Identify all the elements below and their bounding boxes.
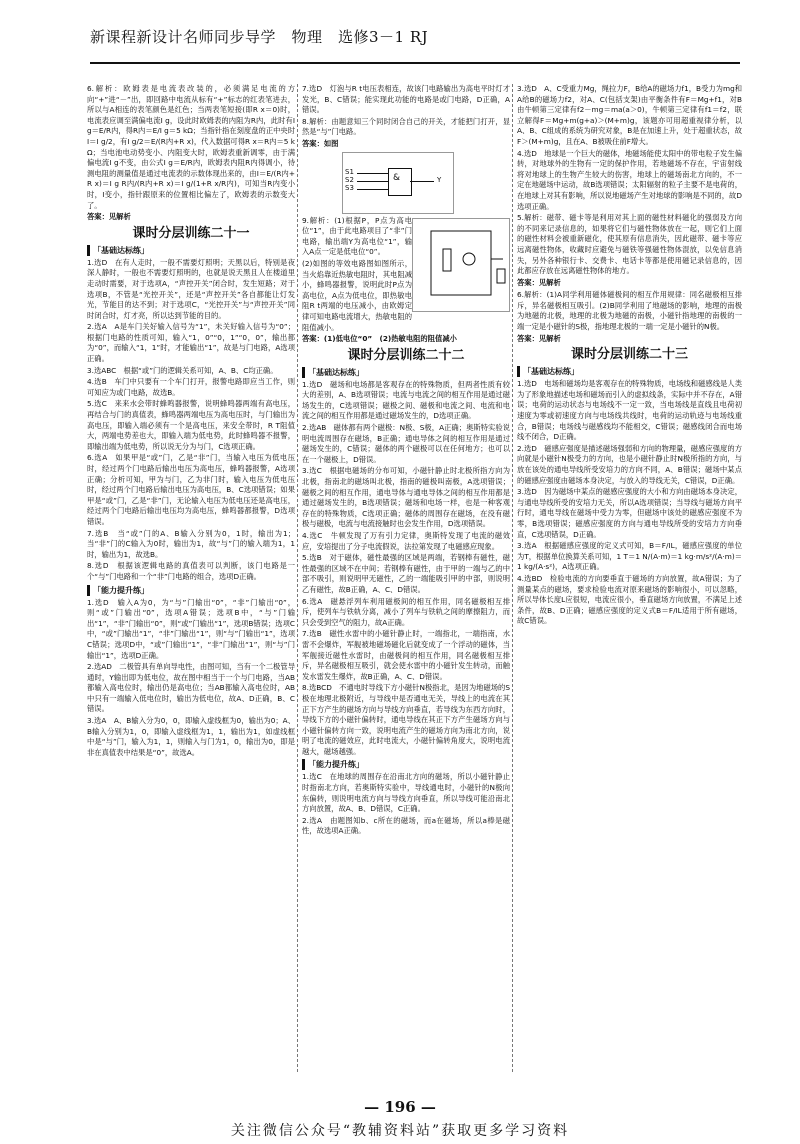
answer-line: 答案：见解析 [517, 277, 561, 287]
solution-item: 1.选D 电场和磁场均是客观存在的特殊物质，电场线和磁感线是人类为了形象地描述电场和磁场而引入的虚拟线条，实际中并不存在，A错误；电荷的运动状态与电场线不一定一致，当电场线是直线且电荷初速度为零或初速度方向与电场线共线时，电荷的运动轨迹与电场线重合，B错误；电场线与磁感线均不能相交，C错误；磁感线闭合而电场线不闭合，D正确。 [517, 379, 742, 442]
solution-item: 2.选A A是车门关好输入信号为“1”，未关好输入信号为“0”；根据门电路的性质可知，输入“1，0”“0，1”“0，0”，输出都为“0”，而输入“1，1”时，才能输出“1”，故是与门电路，A选项正确。 [87, 322, 295, 364]
subsection-basic: 「基础达标练」 [517, 366, 742, 377]
subsection-advanced: 「能力提升练」 [87, 585, 295, 596]
footer-note: 关注微信公众号“教辅资料站”获取更多学习资料 [230, 1123, 570, 1139]
circuit-diagram [413, 219, 509, 311]
answer-line: 答案：(1)低电位“0” (2)热敏电阻的阻值减小 [302, 334, 457, 344]
section-title-22: 课时分层训练二十二 [347, 347, 465, 363]
solution-item: 4.选D 地球是一个巨大的磁体，地磁场能使太阳中的带电粒子发生偏转，对地球外的生物有一定的保护作用，若地磁场不存在，宇宙射线将对地球上的生物产生较大的伤害，地球上的磁场南北方向的，不一定在地磁场中运动，故B选项错误；太阳辐射的粒子主要不是电荷的，在地球上对其有影响，所以说地磁场产生对地球的影响是不同的，故D选项正确。 [517, 148, 742, 211]
column-3 [517, 84, 742, 1084]
solution-item: 2.选AD 二极管具有单向导电性，由图可知，当有一个二极管导通时，Y输出即为低电位，故在图中相当于一个与门电路，当AB都输入高电位时，输出仍是高电位；当AB都输入高电位时，AB中只有一端输入低电位时，输出为低电位，故A、D正确，B、C错误。 [87, 662, 295, 714]
solution-item: 2.选A 由题图知b、c所在的磁场，而a在磁场，所以a棒是磁性，故选项A正确。 [302, 815, 510, 836]
output-label-y: Y [437, 175, 442, 184]
output-line [410, 181, 434, 182]
solution-item: 5.选C 来来水会带时蜂鸣器报警，说明蜂鸣器两端有高电压，再结合与门的真值表，蜂鸣器两端电压为高电压时，与门输出为高电压，即输入端必须有一个是高电压，来安全带时，R T阻值大，两端电势差也大，即输入端为低电势，此时蜂鸣器不报警，即输出端为低电势，所以说无分为与门，C选项正确。 [87, 399, 295, 451]
input-label-s3: S3 [345, 183, 354, 192]
solution-item: 8.解析：由题意知三个同时闭合自己的开关，才能把门打开，显然是“与”门电路。 [302, 116, 510, 137]
solution-item: 6.选A 如果甲是“或”门，乙是“非”门，当输入电压为低电压时，经过两个门电路后输出电压为高电压，蜂鸣器报警，A选项正确；分析可知，甲为与门，乙为非门时，输入电压为低电压时，经过两个门电路后输出电压为高电压，B、C选项错误；如果甲是“或”门，乙是“非”门，无论输入电压为低电压还是高电压，经过两个门电路后输出电压均为高电压，蜂鸣器都报警，D选项错误。 [87, 453, 295, 526]
solution-paragraph: 6.解析：欧姆表是电流表改装的，必须满足电流的方向“+”进“－”出，即回路中电流从标有“+”标志的红表笔进去，所以与A相连的表笔颜色是红色；当两表笔短接(即R x＝0)时，电流表应调至满偏电流I g，设此时欧姆表的内阻为R内，此时有I g＝E/R内，得R内＝E/I g＝5 kΩ；当指针指在刻度盘的正中央时I＝I g/2，有I g/2＝E/(R内+R x)，代入数据可得R x＝R内＝5 kΩ；当电池电动势变小、内阻变大时，欧姆表重新调零，由于满偏电流I g不变，由公式I g＝E/R内，欧姆表内阻R内得调小，待测电阻的测量值是通过电流表的示数体现出来的，由I＝E/(R内+R x)＝I g R内/(R内+R x)＝I g/(1+R x/R内)，可知当R内变小时，I变小，指针跟原来的位置相比偏左了，欧姆表的示数变大了。 [87, 84, 295, 210]
section-title-23: 课时分层训练二十三 [570, 347, 688, 363]
solution-item: 2.选AB 磁体都有两个磁极：N极、S极，A正确；奥斯特实验说明电流周围存在磁场，B正确；通电导体之间的相互作用是通过磁场发生的，C错误；磁体的两个磁极可以在任何地方；也可以在一个磁极上，D错误。 [302, 423, 510, 464]
solution-item: 8.选BCD 不通电时导线下方小磁针N极指北，是因为地磁场的S极在地理北极附近，与导线中是否通电无关，导线上的电流在其正下方产生的磁场方向与导线方向垂直，若导线为东西方向时，导线下方的小磁针偏转时，通电导线在其正下方产生磁场方向与小磁针偏转方向一致，说明电流产生的磁场方向为南北方向，说明了电流的磁效应，此时电流大，小磁针偏转角度大，说明电流越大，磁场越强。 [302, 683, 510, 756]
content-columns [87, 84, 747, 1084]
solution-item: 6.解析：(1)A同学利用磁体磁极间的相互作用规律：同名磁极相互排斥，异名磁极相互吸引。(2)B同学利用了地磁场的影响，地理的南极为地磁的北极，地理的北极为地磁的南极，小磁针指地理的南极的一端一定是小磁针的S极，指地理北极的一端一定是小磁针的N极。 [517, 290, 742, 332]
solution-item: 9.解析：(1)根据P，P点为高电位“1”，由于此电路项目了“非”门电路，输出端Y为高电位“1”，输入A点一定是低电位“0”。 [302, 215, 412, 257]
input-label-s2: S2 [345, 175, 354, 184]
column-2 [302, 84, 510, 1084]
input-label-s1: S1 [345, 167, 354, 176]
solution-item: 3.选ABC 根据“或”门的逻辑关系可知，A、B、C均正确。 [87, 365, 278, 375]
input-line [357, 173, 388, 174]
input-line [357, 189, 388, 190]
solution-item: 4.选BD 检验电流的方向要垂直于磁场的方向放置，故A错误；为了测量某点的磁场，要求检验电流对原来磁场的影响很小，可以忽略，所以导体长度L应很短，电流应很小，垂直磁场方向放置，不满足上述条件，故B、D正确；磁感应强度的定义式B＝F/IL适用于所有磁场，故C错误。 [517, 573, 742, 626]
subsection-advanced: 「能力提升练」 [302, 759, 510, 770]
solution-item: 4.选C 牛顿发现了万有引力定律，奥斯特发现了电流的磁效应，安培提出了分子电流假说，法拉第发现了电磁感应现象。 [302, 531, 510, 551]
solution-item: 7.选B 当“或”门的A、B输入分别为0，1时，输出为1；当“非”门的C输入为0时，输出为1，故“与”门的输入端为1，1时，输出为1，故选B。 [87, 528, 295, 559]
solution-item: 8.选D 根据该逻辑电路的真值表可以判断，该门电路是一个“与”门电路和一个“非”门电路的组合，选项D正确。 [87, 561, 295, 581]
and-gate-figure [342, 152, 454, 214]
solution-item: 1.选D 在有人走时，一般不需要灯照明；天黑以后，特别是夜深人静时，一般也不需要灯照明的，也就是说天黑且人在楼道里走动时需要，对于选项A，“声控开关”闭合时，发生短路；对于选项B，不管是“光控开关”，还是“声控开关”各自都能让灯发光，节能目的达不到；对于选项C，“光控开关”与“声控开关”同时闭合时，灯才亮，所以达到节能的目的。 [87, 257, 295, 320]
solution-item: (2)如图的等效电路图如图所示，当火焰靠近热敏电阻时，其电阻减小，蜂鸣器报警，说明此时P点为高电位，A点为低电位，即热敏电阻R t两端的电压减小，由欧姆定律可知电路电流增大，热敏电阻的阻值减小。 [302, 258, 412, 332]
page-header [90, 18, 740, 64]
solution-item: 3.选A 根据磁感应强度的定义式可知，B＝F/IL，磁感应强度的单位为T，根据单位换算关系可知，1 T＝1 N/(A·m)＝1 kg·m/s²/(A·m)＝1 kg/(A·s²)，A选项正确。 [517, 541, 742, 572]
solution-item: 5.选B 对于磁体，磁性最强的区域是两端，若钢棒有磁性，磁性最强的区域不在中间；若钢棒有磁性，由于甲的一端与乙的中部不吸引，则说明甲无磁性，乙的一端能吸引甲的中部，则说明乙有磁性，故B正确，A、C、D错误。 [302, 553, 510, 594]
solution-item: 2.选D 磁感应强度是描述磁场强弱和方向的物理量，磁感应强度的方向就是小磁针N极受力的方向，也是小磁针静止时N极所指的方向，与放在该处的通电导线所受安培力的方向不同，A、B错误；磁场中某点的磁感应强度由磁场本身决定，与放入的导线无关，C错误，D正确。 [517, 443, 742, 485]
subsection-basic: 「基础达标练」 [302, 367, 510, 378]
solution-item: 6.选A 磁悬浮列车利用磁极间的相互作用，同名磁极相互排斥，使列车与铁轨分离，减小了列车与铁轨之间的摩擦阻力，而只会受到空气的阻力，故A正确。 [302, 596, 510, 627]
solution-item: 4.选B 车门中只要有一个车门打开，报警电路即应当工作，则可知应为或门电路，故选B。 [87, 377, 295, 397]
solution-item: 1.选C 在地球的周围存在沿南北方向的磁场，所以小磁针静止时指南北方向，若奥斯特实验中，导线通电时，小磁针的N极向东偏转，则说明电流方向与导线方向垂直，所以导线可能沿南北方向放置，故A、B、D错误，C正确。 [302, 772, 510, 814]
answer-line: 答案：见解析 [517, 333, 561, 343]
answer-line: 答案：如图 [302, 138, 339, 148]
answer-line: 答案：见解析 [87, 212, 131, 222]
solution-item: 5.解析：磁带、磁卡等是利用对其上面的磁性材料磁化的强弱及方向的不同来记录信息的，如果将它们与磁性物体放在一起，则它们上面的磁性材料会被重新磁化，使其原有信息消失，因此磁带、磁卡等应远离磁性物体，收藏时应避免与磁铁等强磁性物体混放，以免信息消失，另外各种银行卡、交费卡、电话卡等都是使用磁记录信息的，因此都应存放在远离磁性物体的地方。 [517, 213, 742, 276]
solution-item: 3.选D A、C受重力Mg，绳拉力F，B给A的磁场力f1，B受力为mg和A给B的磁场力f2，对A、C(包括支架)由平衡条件有F＝Mg+f1，对B由牛顿第三定律有f2－mg＝ma(a＞0)，牛顿第三定律有f1＝f2，联立解得F＝Mg+m(g+a)＞(M+m)g，该题亦可用超重视律分析，以A、B、C组成的系统为研究对象，B是在加速上升，处于超重状态，故F＞(M+m)g，且在A、B被吸住前F增大。 [517, 84, 742, 146]
input-line [357, 181, 388, 182]
subsection-basic: 「基础达标练」 [87, 245, 295, 256]
solution-item: 7.选D 灯泡与R t电压表相连，故该门电路输出为高电平时灯才发光，B、C错误；能实现此功能的电路是或门电路，D正确，A错误。 [302, 84, 510, 115]
section-title-21: 课时分层训练二十一 [132, 225, 250, 241]
page-number: — 196 — [364, 1098, 436, 1116]
gate-symbol: & [393, 172, 401, 183]
solution-item: 3.选A A、B输入分为0，0，即输入虚线框为0，输出为0；A、B输入分别为1，0，即输入虚线框为1，1，输出为1，如虚线框中是“与”门，输入为1，1，则输入与门为1，0，输出为0，即是非在真值表中结果是“0”，故选A。 [87, 716, 295, 757]
solution-item: 1.选D 输入A为0，为“与”门输出“0”，“非”门输出“0”，则“或”门输出“0”，选项A错误；选项B中，“与”门输出“1”，“非”门输出“0”，则“或”门输出“1”，选项B错误；选项C中，“或”门输出“1”，“非”门输出“1”，则“与”门输出“1”，选项C错误；选项D中，“或”门输出“1”，“非”门输出“1”，则“与”门输出“1”，选项D正确。 [87, 597, 295, 660]
header-title: 新课程新设计名师同步导学 物理 选修3－1 RJ [90, 28, 429, 46]
solution-item: 1.选D 磁场和电场都是客观存在的特殊物质，但两者性质有较大的差别，A、B选项错误；电流与电流之间的相互作用是通过磁场发生的，C选项错误；磁极之间、磁极和电流之间、电流和电流之间的相互作用都是通过磁场发生的，D选项正确。 [302, 379, 510, 421]
solution-item: 7.选B 磁性水雷中的小磁针静止时，一端指北，一端指南，水雷不会爆炸，军舰被地磁场磁化后就变成了一个浮动的磁体，当军舰接近磁性水雷时，由磁极间的相互作用，同名磁极相互排斥，异名磁极相互吸引，就会使水雷中的小磁针发生转动，而触发水雷发生爆炸，故B正确，A、C、D错误。 [302, 629, 510, 681]
solution-item: 3.选D 因为磁场中某点的磁感应强度的大小和方向由磁场本身决定，与通电导线所受的安培力无关，所以A选项错误；当导线与磁场方向平行时，通电导线在磁场中受力为零，但磁场中该处的磁感应强度不为零，B选项错误；磁感应强度的方向与通电导线所受的安培力方向垂直，C选项错误，D正确。 [517, 487, 742, 539]
circuit-figure [412, 218, 510, 312]
solution-item: 3.选C 根据电磁场的分布可知，小磁针静止时北极所指方向为北极，指南北的磁场叫北极，指南的磁极叫南极，A选项错误；磁极之间的相互作用，通电导体与通电导体之间的相互作用都是通过磁场发生的，B选项错误；磁场和电场一样，也是一种客观存在的特殊物质，C选项正确；磁体的周围存在磁场，在没有磁极与磁极，电流与电流接触时也会发生作用，D选项错误。 [302, 466, 510, 529]
column-1 [87, 84, 295, 1084]
